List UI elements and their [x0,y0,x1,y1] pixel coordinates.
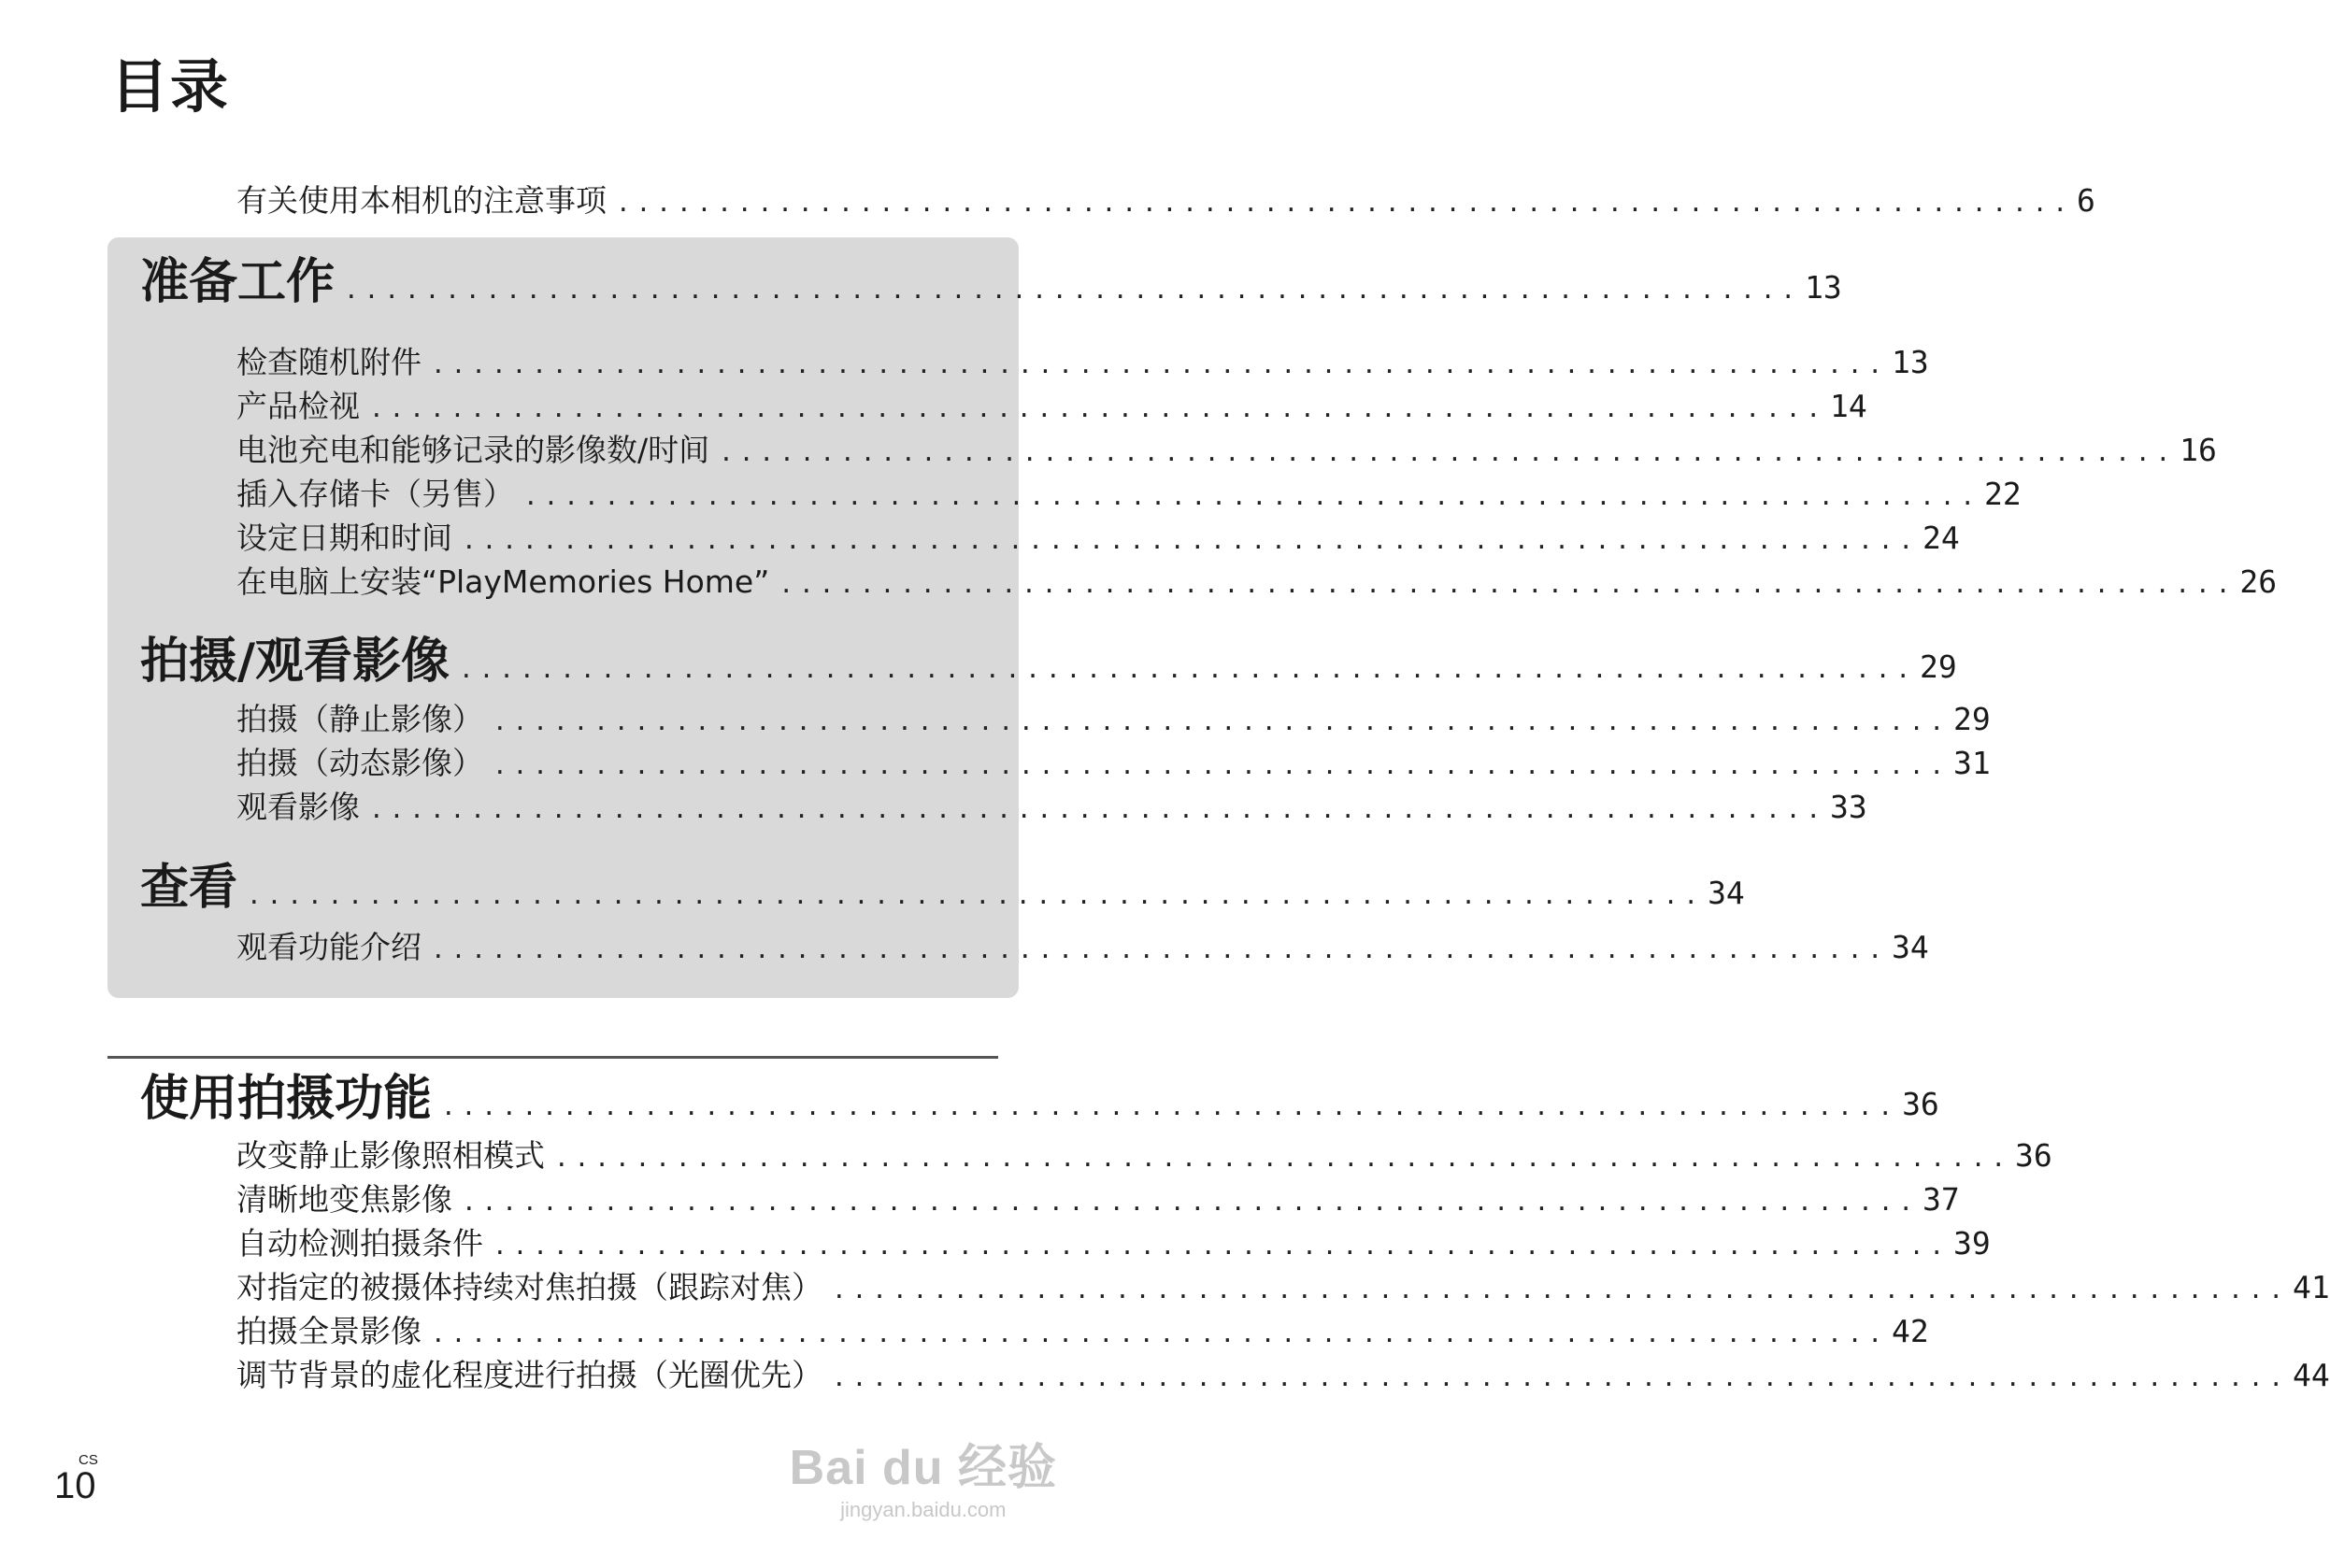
toc-entry-page: 29 [1953,701,1991,737]
toc-entry-page: 36 [2015,1137,2052,1174]
toc-section-page: 36 [1902,1086,1939,1122]
toc-entry-label: 对指定的被摄体持续对焦拍摄（跟踪对焦） [236,1269,822,1305]
toc-section-page: 13 [1805,269,1842,306]
toc-entry[interactable]: 调节背景的虚化程度进行拍摄（光圈优先） ........................................................................ 44 [236,1357,2330,1393]
toc-entry[interactable]: 观看影像 ........................................................................ 33 [236,789,1867,825]
toc-entry-page: 34 [1892,929,1929,965]
toc-section-view[interactable]: 查看 ........................................................................ 34 [140,860,1745,916]
toc-section-title: 使用拍摄功能 [140,1071,433,1127]
toc-entry-page: 33 [1830,789,1867,825]
toc-section-prep[interactable]: 准备工作 ........................................................................ 13 [140,254,1842,310]
toc-entry-label: 拍摄（动态影像） [236,745,483,781]
toc-entry[interactable]: 对指定的被摄体持续对焦拍摄（跟踪对焦） ........................................................................ 41 [236,1269,2330,1305]
toc-entry-label: 自动检测拍摄条件 [236,1225,483,1262]
toc-entry-page: 26 [2239,563,2278,600]
toc-section-title: 准备工作 [140,254,336,310]
language-code: CS [79,1452,98,1468]
toc-entry-page: 14 [1830,388,1867,424]
toc-entry[interactable]: 拍摄（动态影像） ........................................................................ 31 [236,745,1991,781]
toc-entry-intro[interactable]: 有关使用本相机的注意事项 ........................................................................ 6 [236,182,2095,219]
page-number: 10 [54,1465,96,1506]
toc-entry-page: 44 [2293,1357,2330,1393]
page-title: 目录 [110,52,231,121]
toc-entry-label: 设定日期和时间 [236,520,452,556]
toc-entry[interactable]: 改变静止影像照相模式 ........................................................................ 36 [236,1137,2052,1174]
toc-entry-label: 观看影像 [236,789,360,825]
toc-entry[interactable]: 清晰地变焦影像 ........................................................................ 37 [236,1181,1960,1218]
section-divider [107,1056,998,1059]
toc-entry-page: 39 [1953,1225,1991,1262]
toc-entry-page: 42 [1892,1313,1929,1349]
toc-entry-label: 插入存储卡（另售） [236,476,514,512]
watermark [790,1428,1057,1522]
toc-section-page: 29 [1920,649,1957,685]
toc-entry[interactable]: 设定日期和时间 ........................................................................ 24 [236,520,1960,556]
toc-section-page: 34 [1708,875,1745,911]
toc-entry[interactable]: 自动检测拍摄条件 ........................................................................ 39 [236,1225,1991,1262]
watermark-url: jingyan.baidu.com [840,1498,1007,1521]
toc-entry-page: 22 [1984,476,2022,512]
toc-entry-label: 观看功能介绍 [236,929,422,965]
toc-entry-label: 改变静止影像照相模式 [236,1137,545,1174]
toc-entry[interactable]: 检查随机附件 ........................................................................ 13 [236,344,1929,380]
toc-entry-label: 拍摄（静止影像） [236,701,483,737]
toc-entry[interactable]: 电池充电和能够记录的影像数/时间 ........................................................................ 16 [236,432,2217,468]
toc-entry-label: 有关使用本相机的注意事项 [236,182,607,219]
toc-section-title: 查看 [140,860,238,916]
toc-entry-page: 16 [2180,432,2217,468]
toc-section-title: 拍摄/观看影像 [140,634,450,690]
toc-entry-page: 41 [2293,1269,2330,1305]
toc-entry[interactable]: 拍摄（静止影像） ........................................................................ 29 [236,701,1991,737]
toc-entry-label: 清晰地变焦影像 [236,1181,452,1218]
toc-entry[interactable]: 插入存储卡（另售） ........................................................................ 22 [236,476,2022,512]
toc-section-func[interactable]: 使用拍摄功能 ........................................................................ 36 [140,1071,1939,1127]
toc-entry-label: 检查随机附件 [236,344,422,380]
toc-section-shoot[interactable]: 拍摄/观看影像 ........................................................................ 29 [140,634,1957,690]
toc-entry-label: 电池充电和能够记录的影像数/时间 [236,432,710,468]
toc-entry-page: 13 [1892,344,1929,380]
toc-entry[interactable]: 产品检视 ........................................................................ 14 [236,388,1867,424]
toc-entry-label: 拍摄全景影像 [236,1313,422,1349]
toc-entry-label: 产品检视 [236,388,360,424]
watermark-brand: Bai du 经验 [789,1441,1057,1495]
toc-entry-page: 6 [2077,182,2095,219]
toc-entry-label: 在电脑上安装“PlayMemories Home” [236,563,770,600]
toc-entry[interactable]: 观看功能介绍 ........................................................................ 34 [236,929,1929,965]
toc-entry[interactable]: 在电脑上安装“PlayMemories Home” ........................................................................ 26 [236,563,2278,600]
toc-entry-page: 31 [1953,745,1991,781]
toc-entry[interactable]: 拍摄全景影像 ........................................................................ 42 [236,1313,1929,1349]
toc-entry-page: 24 [1923,520,1960,556]
toc-entry-label: 调节背景的虚化程度进行拍摄（光圈优先） [236,1357,822,1393]
toc-entry-page: 37 [1923,1181,1960,1218]
